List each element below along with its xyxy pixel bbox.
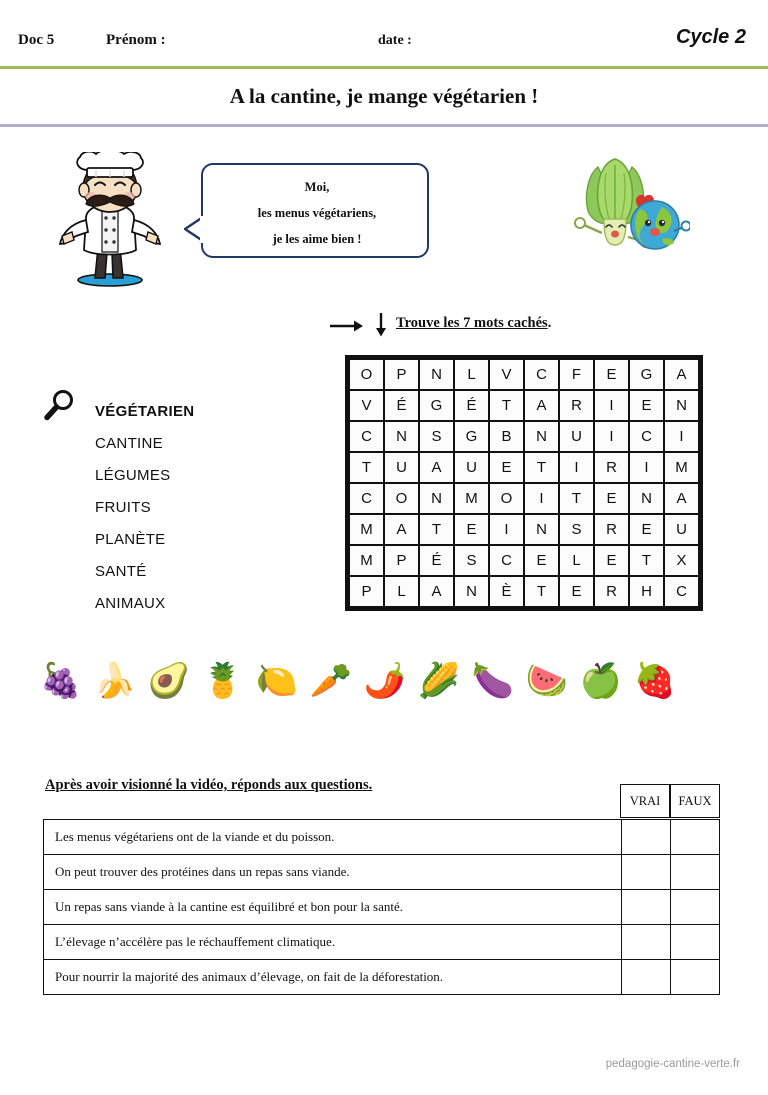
bubble-line-2: les menus végétariens, (257, 206, 377, 220)
grid-cell[interactable]: I (595, 422, 628, 451)
grid-cell[interactable]: E (595, 484, 628, 513)
vrai-faux-header (620, 784, 720, 818)
prenom-label: Prénom : (106, 32, 166, 48)
question-text: Les menus végétariens ont de la viande et du poisson. (44, 820, 622, 855)
grid-cell[interactable]: É (385, 391, 418, 420)
vrai-checkbox-cell[interactable] (622, 890, 671, 925)
grid-cell[interactable]: E (560, 577, 593, 606)
faux-checkbox-cell[interactable] (671, 925, 720, 960)
grid-cell[interactable]: S (560, 515, 593, 544)
grid-cell[interactable]: U (455, 453, 488, 482)
table-row (44, 960, 720, 995)
instruction-text (396, 315, 551, 332)
grid-cell[interactable]: V (490, 360, 523, 389)
grid-row (350, 515, 698, 544)
grid-cell[interactable]: L (560, 546, 593, 575)
grid-cell[interactable]: H (630, 577, 663, 606)
grid-cell[interactable]: N (630, 484, 663, 513)
lavender-divider (0, 124, 768, 127)
grid-cell[interactable]: U (560, 422, 593, 451)
grid-cell[interactable]: R (595, 453, 628, 482)
grid-cell[interactable]: R (595, 577, 628, 606)
fruit-vegetable-strip (36, 658, 736, 706)
hidden-words-list (95, 396, 285, 620)
grid-cell[interactable]: O (385, 484, 418, 513)
lettuce-earth-illustration (562, 153, 690, 261)
grid-row (350, 391, 698, 420)
produce-icon: 🥑 (147, 663, 191, 700)
grid-cell[interactable]: E (630, 515, 663, 544)
question-text: On peut trouver des protéines dans un repas sans viande. (44, 855, 622, 890)
grid-cell[interactable]: N (420, 484, 453, 513)
vrai-checkbox-cell[interactable] (622, 960, 671, 995)
faux-checkbox-cell[interactable] (671, 855, 720, 890)
grid-cell[interactable]: N (455, 577, 488, 606)
word-item-4: PLANÈTE (95, 531, 166, 548)
page-header (0, 0, 768, 64)
grid-cell[interactable]: T (525, 577, 558, 606)
grid-cell[interactable]: B (490, 422, 523, 451)
grid-cell[interactable]: R (595, 515, 628, 544)
speech-bubble (201, 163, 429, 258)
grid-cell[interactable]: E (630, 391, 663, 420)
grid-cell[interactable]: P (385, 360, 418, 389)
grid-cell[interactable]: G (420, 391, 453, 420)
grid-cell[interactable]: C (350, 484, 383, 513)
grid-cell[interactable]: L (385, 577, 418, 606)
magnifier-icon (42, 388, 76, 422)
grid-cell[interactable]: E (490, 453, 523, 482)
produce-icon: 🍓 (633, 663, 677, 700)
page-title: A la cantine, je mange végétarien ! (229, 84, 539, 108)
table-row (44, 925, 720, 960)
grid-cell[interactable]: N (665, 391, 698, 420)
faux-checkbox-cell[interactable] (671, 960, 720, 995)
grid-cell[interactable]: U (665, 515, 698, 544)
grid-cell[interactable]: C (525, 360, 558, 389)
vrai-checkbox-cell[interactable] (622, 925, 671, 960)
grid-cell[interactable]: S (455, 546, 488, 575)
grid-cell[interactable]: X (665, 546, 698, 575)
question-text: Un repas sans viande à la cantine est équilibré et bon pour la santé. (44, 890, 622, 925)
questions-table (43, 819, 720, 995)
question-text: Pour nourrir la majorité des animaux d’élevage, on fait de la déforestation. (44, 960, 622, 995)
grid-cell[interactable]: S (420, 422, 453, 451)
grid-cell[interactable]: T (350, 453, 383, 482)
date-label: date : (378, 33, 412, 48)
grid-cell[interactable]: M (665, 453, 698, 482)
grid-cell[interactable]: N (420, 360, 453, 389)
grid-cell[interactable]: A (665, 360, 698, 389)
arrow-down-icon (374, 313, 388, 337)
chef-illustration (48, 152, 188, 288)
grid-cell[interactable]: P (385, 546, 418, 575)
grid-cell[interactable]: G (455, 422, 488, 451)
grid-cell[interactable]: T (525, 453, 558, 482)
grid-cell[interactable]: C (665, 577, 698, 606)
instruction-period: . (547, 315, 552, 331)
green-divider (0, 66, 768, 69)
grid-cell[interactable]: A (385, 515, 418, 544)
grid-cell[interactable]: R (560, 391, 593, 420)
grid-cell[interactable]: N (385, 422, 418, 451)
grid-cell[interactable]: N (525, 422, 558, 451)
instruction-row (330, 313, 650, 339)
grid-cell[interactable]: E (595, 546, 628, 575)
grid-cell[interactable]: I (560, 453, 593, 482)
grid-cell[interactable]: T (630, 546, 663, 575)
grid-cell[interactable]: E (525, 546, 558, 575)
grid-cell[interactable]: O (490, 484, 523, 513)
grid-cell[interactable]: F (560, 360, 593, 389)
grid-cell[interactable]: C (630, 422, 663, 451)
produce-icon: 🍍 (201, 663, 245, 700)
grid-cell[interactable]: C (350, 422, 383, 451)
grid-cell[interactable]: O (350, 360, 383, 389)
grid-cell[interactable]: N (525, 515, 558, 544)
faux-checkbox-cell[interactable] (671, 890, 720, 925)
vrai-checkbox-cell[interactable] (622, 820, 671, 855)
grid-cell[interactable]: É (455, 391, 488, 420)
word-item-0: VÉGÉTARIEN (95, 403, 195, 420)
grid-cell[interactable]: A (525, 391, 558, 420)
table-row (44, 855, 720, 890)
grid-cell[interactable]: È (490, 577, 523, 606)
grid-cell[interactable]: E (595, 360, 628, 389)
produce-icon: 🌽 (417, 663, 461, 700)
bubble-line-3: je les aime bien ! (272, 232, 362, 246)
produce-icon: 🍌 (93, 663, 137, 700)
faux-checkbox-cell[interactable] (671, 820, 720, 855)
grid-cell[interactable]: M (350, 515, 383, 544)
table-row (44, 890, 720, 925)
produce-icon: 🌶️ (363, 663, 407, 700)
column-header-faux: FAUX (670, 784, 720, 818)
column-header-vrai: VRAI (620, 784, 670, 818)
speech-bubble-tail (184, 215, 204, 245)
grid-cell[interactable]: I (490, 515, 523, 544)
produce-icon: 🍏 (579, 663, 623, 700)
word-search-grid[interactable] (345, 355, 703, 611)
grid-cell[interactable]: A (420, 577, 453, 606)
questions-heading: Après avoir visionné la vidéo, réponds aux questions. (45, 777, 373, 793)
grid-cell[interactable]: M (350, 546, 383, 575)
grid-cell[interactable]: L (455, 360, 488, 389)
grid-cell[interactable]: I (595, 391, 628, 420)
grid-cell[interactable]: P (350, 577, 383, 606)
grid-row (350, 422, 698, 451)
grid-cell[interactable]: A (420, 453, 453, 482)
table-row (44, 820, 720, 855)
bubble-line-1: Moi, (304, 180, 330, 194)
question-text: L’élevage n’accélère pas le réchauffement climatique. (44, 925, 622, 960)
doc-label: Doc 5 (18, 32, 55, 48)
grid-cell[interactable]: I (525, 484, 558, 513)
produce-icon: 🍋 (255, 663, 299, 700)
instruction-text-underlined: Trouve les 7 mots cachés (396, 315, 548, 331)
grid-cell[interactable]: T (420, 515, 453, 544)
grid-row (350, 360, 698, 389)
produce-icon: 🍆 (471, 663, 515, 700)
grid-cell[interactable]: U (385, 453, 418, 482)
grid-row (350, 453, 698, 482)
grid-cell[interactable]: E (455, 515, 488, 544)
grid-row (350, 484, 698, 513)
grid-cell[interactable]: M (455, 484, 488, 513)
word-item-3: FRUITS (95, 499, 151, 516)
grid-cell[interactable]: I (630, 453, 663, 482)
produce-icon: 🥕 (309, 663, 353, 700)
grid-cell[interactable]: G (630, 360, 663, 389)
footer-credit: pedagogie-cantine-verte.fr (605, 1058, 740, 1070)
grid-cell[interactable]: V (350, 391, 383, 420)
grid-cell[interactable]: T (560, 484, 593, 513)
word-item-6: ANIMAUX (95, 595, 166, 612)
word-item-1: CANTINE (95, 435, 163, 452)
vrai-checkbox-cell[interactable] (622, 855, 671, 890)
grid-cell[interactable]: I (665, 422, 698, 451)
produce-icon: 🍇 (39, 663, 83, 700)
word-item-5: SANTÉ (95, 563, 147, 580)
grid-cell[interactable]: C (490, 546, 523, 575)
produce-icon: 🍉 (525, 663, 569, 700)
grid-row (350, 577, 698, 606)
cycle-label: Cycle 2 (675, 26, 746, 48)
word-item-2: LÉGUMES (95, 467, 171, 484)
grid-cell[interactable]: T (490, 391, 523, 420)
grid-row (350, 546, 698, 575)
grid-cell[interactable]: A (665, 484, 698, 513)
grid-cell[interactable]: É (420, 546, 453, 575)
arrow-right-icon (330, 319, 364, 333)
